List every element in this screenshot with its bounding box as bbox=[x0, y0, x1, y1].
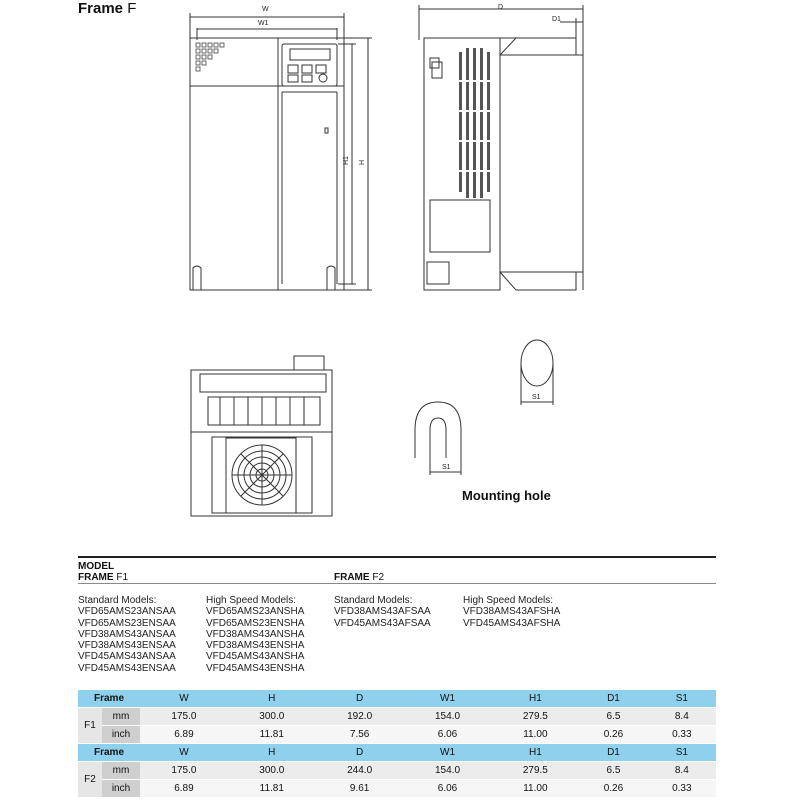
header-s1: S1 bbox=[648, 690, 716, 708]
value-cell: 154.0 bbox=[404, 762, 492, 780]
model-item: VFD45AMS43ENSAA bbox=[78, 662, 176, 674]
value-cell: 0.33 bbox=[648, 726, 716, 744]
model-item: VFD65AMS23ENSHA bbox=[206, 617, 305, 629]
header-d1: D1 bbox=[579, 744, 647, 762]
value-cell: 0.26 bbox=[579, 726, 647, 744]
header-frame: Frame bbox=[78, 690, 140, 708]
frame-f1-label bbox=[78, 572, 128, 583]
bottom-view-drawing bbox=[191, 356, 332, 516]
model-item: VFD38AMS43ENSHA bbox=[206, 640, 305, 652]
header-d1: D1 bbox=[579, 690, 647, 708]
model-item: VFD45AMS43ENSHA bbox=[206, 662, 305, 674]
dim-label-w1: W1 bbox=[258, 20, 269, 27]
value-cell: 279.5 bbox=[491, 762, 579, 780]
value-cell: 6.06 bbox=[404, 726, 492, 744]
value-cell: 8.4 bbox=[648, 762, 716, 780]
side-view-drawing bbox=[419, 5, 583, 290]
frame-id-cell: F1 bbox=[78, 708, 102, 744]
header-frame: Frame bbox=[78, 744, 140, 762]
dim-label-h: H bbox=[359, 159, 366, 165]
header-w1: W1 bbox=[404, 744, 492, 762]
value-cell: 175.0 bbox=[140, 708, 228, 726]
value-cell: 192.0 bbox=[316, 708, 404, 726]
frame-f1-id: F1 bbox=[116, 572, 129, 583]
value-cell: 0.26 bbox=[579, 780, 647, 798]
frame-f1-word: FRAME bbox=[78, 572, 114, 583]
table-row bbox=[78, 708, 716, 726]
value-cell: 300.0 bbox=[228, 762, 316, 780]
f2-high-title: High Speed Models: bbox=[463, 595, 554, 606]
value-cell: 279.5 bbox=[491, 708, 579, 726]
value-cell: 11.81 bbox=[228, 726, 316, 744]
value-cell: 11.00 bbox=[491, 780, 579, 798]
value-cell: 7.56 bbox=[316, 726, 404, 744]
header-d: D bbox=[316, 744, 404, 762]
header-h1: H1 bbox=[491, 690, 579, 708]
f2-high-speed-models bbox=[463, 595, 560, 629]
unit-cell: inch bbox=[102, 780, 140, 798]
front-view-led-matrix bbox=[196, 43, 224, 71]
table-row bbox=[78, 762, 716, 780]
header-w1: W1 bbox=[404, 690, 492, 708]
f1-high-title: High Speed Models: bbox=[206, 595, 297, 606]
value-cell: 6.5 bbox=[579, 708, 647, 726]
value-cell: 0.33 bbox=[648, 780, 716, 798]
title-frame-letter: F bbox=[127, 0, 137, 17]
model-heading: MODEL bbox=[78, 561, 115, 572]
header-h: H bbox=[228, 690, 316, 708]
value-cell: 154.0 bbox=[404, 708, 492, 726]
value-cell: 11.81 bbox=[228, 780, 316, 798]
table-header-row bbox=[78, 744, 716, 762]
model-item: VFD38AMS43AFSAA bbox=[334, 606, 431, 618]
table-row bbox=[78, 780, 716, 798]
header-d: D bbox=[316, 690, 404, 708]
model-item: VFD65AMS23ENSAA bbox=[78, 617, 176, 629]
f2-standard-title: Standard Models: bbox=[334, 595, 413, 606]
value-cell: 6.89 bbox=[140, 780, 228, 798]
value-cell: 6.89 bbox=[140, 726, 228, 744]
dim-label-d: D bbox=[498, 4, 504, 11]
header-s1: S1 bbox=[648, 744, 716, 762]
dim-label-w: W bbox=[262, 6, 269, 13]
header-h1: H1 bbox=[491, 744, 579, 762]
value-cell: 244.0 bbox=[316, 762, 404, 780]
value-cell: 9.61 bbox=[316, 780, 404, 798]
frame-f2-label bbox=[334, 572, 384, 583]
dim-label-s1-top: S1 bbox=[532, 394, 541, 401]
table-header-row bbox=[78, 690, 716, 708]
mounting-hole-drawings bbox=[415, 340, 553, 475]
table-row bbox=[78, 726, 716, 744]
model-item: VFD38AMS43AFSHA bbox=[463, 606, 561, 618]
model-item: VFD45AMS43AFSHA bbox=[463, 617, 561, 629]
unit-cell: inch bbox=[102, 726, 140, 744]
dimension-table bbox=[78, 690, 716, 798]
value-cell: 6.5 bbox=[579, 762, 647, 780]
header-w: W bbox=[140, 744, 228, 762]
section-divider bbox=[78, 556, 716, 558]
model-item: VFD45AMS43ANSHA bbox=[206, 651, 305, 663]
dim-label-h1: H1 bbox=[343, 156, 350, 165]
header-h: H bbox=[228, 744, 316, 762]
model-item: VFD38AMS43ANSAA bbox=[78, 628, 176, 640]
model-item: VFD45AMS43AFSAA bbox=[334, 617, 431, 629]
frame-f2-id: F2 bbox=[372, 572, 385, 583]
model-item: VFD65AMS23ANSAA bbox=[78, 606, 176, 618]
model-item: VFD38AMS43ANSHA bbox=[206, 628, 305, 640]
frame-f2-word: FRAME bbox=[334, 572, 370, 583]
front-view-drawing bbox=[190, 13, 372, 290]
unit-cell: mm bbox=[102, 708, 140, 726]
side-view-vents bbox=[456, 48, 492, 198]
value-cell: 8.4 bbox=[648, 708, 716, 726]
unit-cell: mm bbox=[102, 762, 140, 780]
model-header-divider bbox=[78, 583, 716, 584]
dim-label-d1: D1 bbox=[552, 16, 561, 23]
value-cell: 300.0 bbox=[228, 708, 316, 726]
model-item: VFD65AMS23ANSHA bbox=[206, 606, 305, 618]
model-item: VFD45AMS43ANSAA bbox=[78, 651, 176, 663]
value-cell: 11.00 bbox=[491, 726, 579, 744]
value-cell: 175.0 bbox=[140, 762, 228, 780]
f1-high-speed-models bbox=[206, 595, 304, 674]
title-prefix: Frame bbox=[78, 0, 124, 17]
f1-standard-title: Standard Models: bbox=[78, 595, 157, 606]
value-cell: 6.06 bbox=[404, 780, 492, 798]
f2-standard-models bbox=[334, 595, 431, 629]
header-w: W bbox=[140, 690, 228, 708]
mounting-hole-label: Mounting hole bbox=[462, 488, 551, 503]
f1-standard-models bbox=[78, 595, 176, 674]
model-item: VFD38AMS43ENSAA bbox=[78, 640, 176, 652]
dim-label-s1-slot: S1 bbox=[442, 464, 451, 471]
frame-id-cell: F2 bbox=[78, 762, 102, 798]
